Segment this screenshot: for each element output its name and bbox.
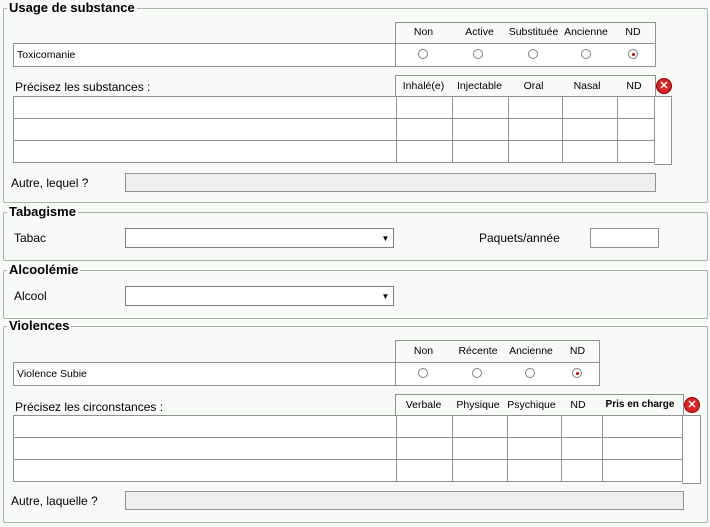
violence-radio-ancienne[interactable] bbox=[525, 368, 535, 378]
paquets-input[interactable] bbox=[590, 228, 659, 248]
violences-col-recente: Récente bbox=[458, 345, 498, 357]
substances-col-nasal: Nasal bbox=[573, 80, 601, 92]
table-row[interactable] bbox=[14, 119, 655, 141]
substance-autre-label: Autre, lequel ? bbox=[11, 176, 89, 190]
circonstances-col-psychique: Psychique bbox=[507, 399, 556, 411]
tabac-label: Tabac bbox=[14, 231, 47, 245]
toxicomanie-radio-non[interactable] bbox=[418, 49, 428, 59]
toxicomanie-radio-area bbox=[395, 43, 656, 67]
circonstances-col-pris-en-charge: Pris en charge bbox=[605, 399, 675, 410]
chevron-down-icon[interactable]: ▼ bbox=[381, 291, 390, 301]
substance-legend: Usage de substance bbox=[9, 0, 135, 15]
substances-col-oral: Oral bbox=[523, 80, 544, 92]
substance-col-ancienne: Ancienne bbox=[564, 26, 608, 38]
circonstances-col-nd: ND bbox=[570, 399, 586, 411]
violences-autre-input[interactable] bbox=[125, 491, 684, 510]
tabac-legend: Tabagisme bbox=[9, 204, 76, 219]
table-row[interactable] bbox=[14, 416, 683, 438]
substances-col-inhale: Inhalé(e) bbox=[402, 80, 445, 92]
violences-col-ancienne: Ancienne bbox=[509, 345, 553, 357]
circonstances-col-physique: Physique bbox=[456, 399, 500, 411]
violence-radio-recente[interactable] bbox=[472, 368, 482, 378]
paquets-label: Paquets/année bbox=[479, 231, 560, 245]
violences-autre-label: Autre, laquelle ? bbox=[11, 494, 98, 508]
violence-subie-label: Violence Subie bbox=[17, 368, 87, 380]
violences-col-non: Non bbox=[413, 345, 434, 357]
circonstances-scroll-strip bbox=[682, 415, 701, 484]
alcool-label: Alcool bbox=[14, 289, 47, 303]
circonstances-col-verbale: Verbale bbox=[405, 399, 442, 411]
substance-col-nd: ND bbox=[625, 26, 641, 38]
substance-col-active: Active bbox=[465, 26, 494, 38]
substances-table[interactable] bbox=[13, 96, 655, 163]
alcool-legend: Alcoolémie bbox=[9, 262, 79, 277]
circonstances-label: Précisez les circonstances : bbox=[15, 400, 164, 414]
toxicomanie-label: Toxicomanie bbox=[17, 49, 76, 61]
toxicomanie-radio-active[interactable] bbox=[473, 49, 483, 59]
toxicomanie-radio-ancienne[interactable] bbox=[581, 49, 591, 59]
substances-scroll-strip bbox=[654, 96, 672, 165]
substances-col-nd: ND bbox=[626, 80, 642, 92]
toxicomanie-radio-nd[interactable] bbox=[628, 49, 638, 59]
table-row[interactable] bbox=[14, 97, 655, 119]
toxicomanie-radio-substituee[interactable] bbox=[528, 49, 538, 59]
table-row[interactable] bbox=[14, 141, 655, 163]
chevron-down-icon[interactable]: ▼ bbox=[381, 233, 390, 243]
table-row[interactable] bbox=[14, 460, 683, 482]
table-row[interactable] bbox=[14, 438, 683, 460]
substances-delete-icon[interactable]: ✕ bbox=[656, 78, 672, 94]
circonstances-table[interactable] bbox=[13, 415, 683, 482]
violence-radio-non[interactable] bbox=[418, 368, 428, 378]
alcool-select[interactable] bbox=[125, 286, 394, 306]
violences-legend: Violences bbox=[9, 318, 70, 333]
tabac-select[interactable] bbox=[125, 228, 394, 248]
substance-col-non: Non bbox=[413, 26, 434, 38]
violence-radio-nd[interactable] bbox=[572, 368, 582, 378]
substances-label: Précisez les substances : bbox=[15, 80, 151, 94]
substance-col-substituee: Substituée bbox=[508, 26, 559, 38]
substances-col-injectable: Injectable bbox=[457, 80, 502, 92]
circonstances-delete-icon[interactable]: ✕ bbox=[684, 397, 700, 413]
violences-col-nd: ND bbox=[569, 345, 586, 357]
substance-autre-input[interactable] bbox=[125, 173, 656, 192]
